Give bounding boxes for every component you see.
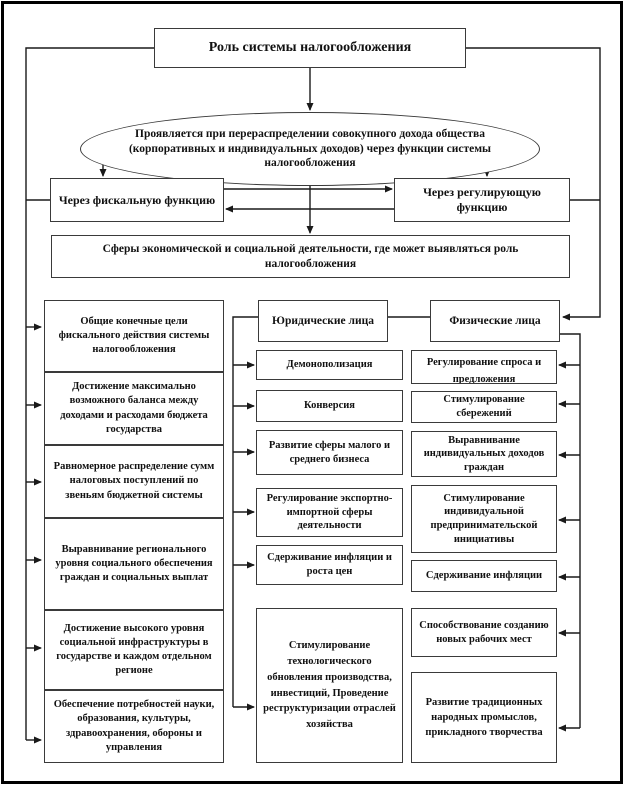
node-right-item-4: Сдерживание инфляции bbox=[411, 560, 557, 592]
node-left-item-2: Равномерное распределение сумм налоговых поступлений по звеньям бюджетной системы bbox=[44, 445, 224, 518]
node-right-item-1: Стимулирование сбережений bbox=[411, 391, 557, 423]
node-left-goals-header: Общие конечные цели фискального действия системы налогообложения bbox=[44, 300, 224, 372]
node-mid-item-5: Стимулирование технологического обновления производства, инвестиций, Проведение реструктуризации отраслей хозяйства bbox=[256, 608, 403, 763]
node-fiscal-function: Через фискальную функцию bbox=[50, 178, 224, 222]
connector-right-feed bbox=[560, 334, 580, 728]
node-right-item-6: Развитие традиционных народных промыслов, прикладного творчества bbox=[411, 672, 557, 763]
node-mid-item-0: Демонополизация bbox=[256, 350, 403, 380]
node-mid-item-1: Конверсия bbox=[256, 390, 403, 422]
node-ellipse: Проявляется при перераспределении совокупного дохода общества (корпоративных и индивидуальных доходов) через функции системы налогообложения bbox=[80, 112, 540, 186]
node-individuals-header: Физические лица bbox=[430, 300, 560, 342]
node-mid-item-2: Развитие сферы малого и среднего бизнеса bbox=[256, 430, 403, 475]
node-right-item-0: Регулирование спроса и предложения bbox=[411, 350, 557, 384]
node-mid-item-4: Сдерживание инфляции и роста цен bbox=[256, 545, 403, 585]
node-mid-item-3: Регулирование экспортно-импортной сферы деятельности bbox=[256, 488, 403, 537]
node-left-item-1: Достижение максимально возможного баланса между доходами и расходами бюджета государства bbox=[44, 372, 224, 445]
node-left-item-5: Обеспечение потребностей науки, образования, культуры, здравоохранения, обороны и управления bbox=[44, 690, 224, 763]
node-regulatory-function: Через регулирующую функцию bbox=[394, 178, 570, 222]
node-spheres: Сферы экономической и социальной деятельности, где может выявляться роль налогообложения bbox=[51, 235, 570, 278]
node-legal-entities-header: Юридические лица bbox=[258, 300, 388, 342]
node-right-item-2: Выравнивание индивидуальных доходов граждан bbox=[411, 431, 557, 477]
node-left-item-4: Достижение высокого уровня социальной инфраструктуры в государстве и каждом отдельном регионе bbox=[44, 610, 224, 690]
node-right-item-5: Способствование созданию новых рабочих мест bbox=[411, 608, 557, 657]
node-right-item-3: Стимулирование индивидуальной предпринимательской инициативы bbox=[411, 485, 557, 553]
node-left-item-3: Выравнивание регионального уровня социального обеспечения граждан и социальных выплат bbox=[44, 518, 224, 610]
node-title: Роль системы налогообложения bbox=[154, 28, 466, 68]
